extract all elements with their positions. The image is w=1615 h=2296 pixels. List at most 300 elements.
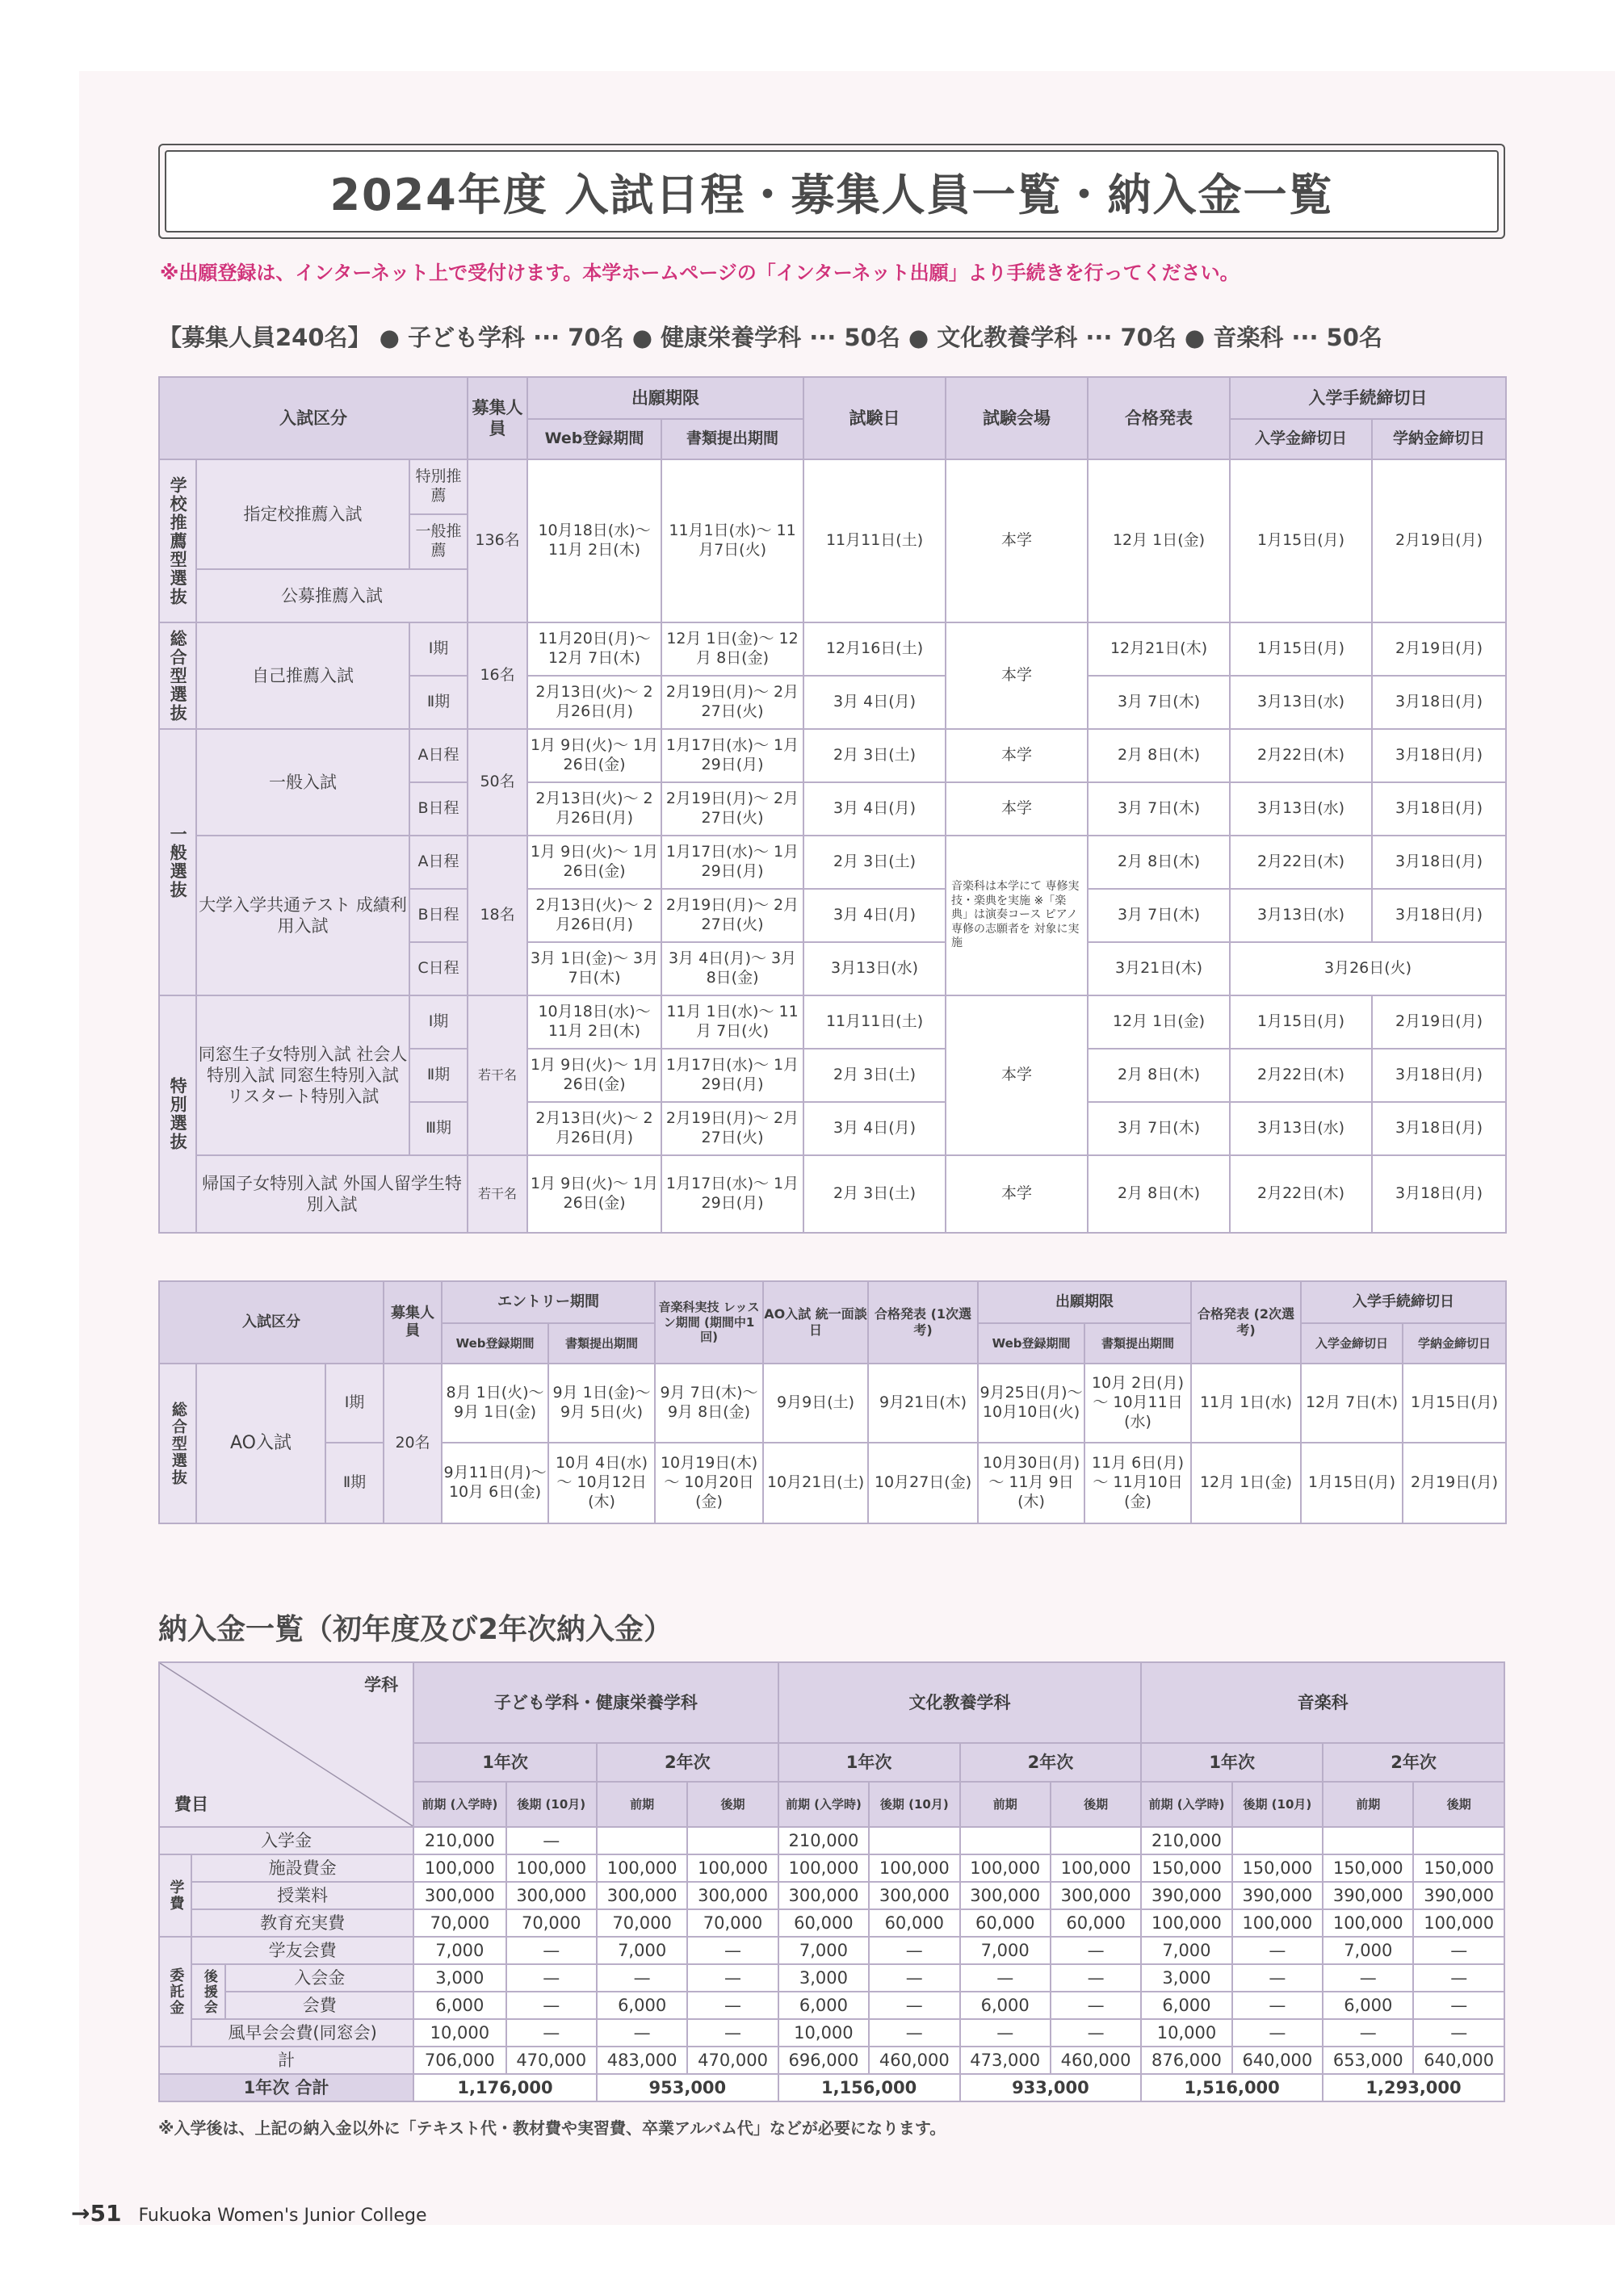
fee-value: 640,000 (1232, 2047, 1323, 2074)
t2-r1-web: 8月 1日(火)～ 9月 1日(金) (442, 1364, 548, 1443)
fee-value: 390,000 (1232, 1882, 1323, 1909)
total-value: 1,293,000 (1323, 2074, 1504, 2101)
g4-b-sho: 2月19日(月)～ 2月27日(火) (661, 889, 803, 942)
term: 後期 (1051, 1782, 1141, 1827)
g4-b-hap: 3月 7日(木) (1088, 889, 1230, 942)
g5-r2-sho: 1月17日(水)～ 1月29日(月) (661, 1049, 803, 1102)
fee-value: — (506, 1964, 597, 1992)
fee-value: 10,000 (1141, 2019, 1231, 2047)
g5-r1-day: 11月11日(土) (803, 995, 946, 1049)
g5-r2-day: 2月 3日(土) (803, 1049, 946, 1102)
total-value: 1,516,000 (1141, 2074, 1323, 2101)
t2-r1-lesson: 9月 7日(木)～ 9月 8日(金) (655, 1364, 763, 1443)
g4-name: 大学入学共通テスト 成績利用入試 (196, 836, 409, 995)
year1-a: 1年次 (413, 1743, 597, 1782)
fees-table (158, 1661, 1505, 2102)
t2-r1-gaku: 1月15日(月) (1403, 1364, 1506, 1443)
hdr-kubun: 入試区分 (159, 377, 468, 459)
fee-value: — (1413, 1992, 1504, 2019)
fee-value: 706,000 (413, 2047, 505, 2074)
fee-value: — (506, 1827, 597, 1854)
fee-value: 6,000 (1323, 1992, 1413, 2019)
g4-a-web: 1月 9日(火)～ 1月26日(金) (527, 836, 661, 889)
quota-line: 【募集人員240名】 ● 子ども学科 ··· 70名 ● 健康栄養学科 ··· 50名 ● 文化教養学科 ··· 70名 ● 音楽科 ··· 50名 (158, 324, 1382, 351)
fee-value: 150,000 (1232, 1854, 1323, 1882)
year1-b: 1年次 (778, 1743, 960, 1782)
g3-a-sho: 1月17日(水)～ 1月29日(月) (661, 729, 803, 782)
total-value: 953,000 (597, 2074, 778, 2101)
t2-r2-hap2: 12月 1日(金) (1191, 1443, 1301, 1523)
fee-value: 300,000 (687, 1882, 778, 1909)
dept-bunka: 文化教養学科 (778, 1662, 1142, 1743)
t2-hdr-kigen: 出願期限 (978, 1281, 1191, 1323)
term: 前期 (入学時) (413, 1782, 505, 1827)
hdr-jinin: 募集人員 (468, 377, 527, 459)
t2-hdr-sho2: 書類提出期間 (1084, 1323, 1191, 1364)
fee-value: 10,000 (413, 2019, 505, 2047)
g1-hap: 12月 1日(金) (1088, 459, 1230, 622)
t2-r1-nyu: 12月 7日(木) (1301, 1364, 1403, 1443)
fee-value: — (1232, 1992, 1323, 2019)
dept-kodomo: 子ども学科・健康栄養学科 (413, 1662, 778, 1743)
g5-jin: 若干名 (468, 995, 527, 1155)
fee-value: 6,000 (597, 1992, 687, 2019)
g5-r3-nyu: 3月13日(水) (1230, 1102, 1372, 1155)
fee-value: — (687, 1992, 778, 2019)
footer (71, 2200, 427, 2227)
g3-a-gaku: 3月18日(月) (1372, 729, 1506, 782)
t2-name: AO入試 (196, 1364, 325, 1523)
fee-value: 696,000 (778, 2047, 869, 2074)
fee-value (1051, 1827, 1141, 1854)
g2-r2-sho: 2月19日(月)～ 2月27日(火) (661, 676, 803, 729)
fee-value: 460,000 (869, 2047, 959, 2074)
fee-value: 100,000 (413, 1854, 505, 1882)
side-g5: 特別選抜 (159, 995, 196, 1233)
g6-sho: 1月17日(水)～ 1月29日(月) (661, 1155, 803, 1233)
g2-place: 本学 (946, 622, 1088, 729)
fee-label: 学友会費 (191, 1937, 413, 1964)
fee-value: 876,000 (1141, 2047, 1231, 2074)
fee-value: 640,000 (1413, 2047, 1504, 2074)
g1-shitei: 指定校推薦入試 (196, 459, 409, 569)
g2-r1-web: 11月20日(月)～ 12月 7日(木) (527, 622, 661, 676)
fee-value: 300,000 (869, 1882, 959, 1909)
g4-a-day: 2月 3日(土) (803, 836, 946, 889)
fee-value: 100,000 (778, 1854, 869, 1882)
fee-row (159, 1992, 1504, 2019)
g4-c-web: 3月 1日(金)～ 3月 7日(木) (527, 942, 661, 995)
fee-row (159, 1854, 1504, 1882)
t2-hdr-jinin: 募集人員 (384, 1281, 442, 1364)
g4-jin: 18名 (468, 836, 527, 995)
fees-heading: 納入金一覧（初年度及び2年次納入金） (158, 1613, 673, 1646)
corner-gakka: 学科 (364, 1675, 399, 1695)
fee-value: 210,000 (413, 1827, 505, 1854)
g3-b-gaku: 3月18日(月) (1372, 782, 1506, 836)
fee-value: 6,000 (960, 1992, 1051, 2019)
g5-r1-t: Ⅰ期 (409, 995, 468, 1049)
corner-himoku: 費目 (174, 1794, 208, 1814)
side-koen: 後援会 (191, 1964, 225, 2019)
t2-r2-sho: 10月 4日(水)～ 10月12日(木) (548, 1443, 655, 1523)
g4-b-nyu: 3月13日(水) (1230, 889, 1372, 942)
g5-r3-sho: 2月19日(月)～ 2月27日(火) (661, 1102, 803, 1155)
fee-value: — (1413, 1937, 1504, 1964)
g2-r1-hap: 12月21日(木) (1088, 622, 1230, 676)
fee-value: 7,000 (597, 1937, 687, 1964)
fee-value: — (687, 2019, 778, 2047)
t2-hdr-hap2: 合格発表 (2次選考) (1191, 1281, 1301, 1364)
g1-day: 11月11日(土) (803, 459, 946, 622)
g1-toku: 特別推薦 (409, 459, 468, 514)
fee-row (159, 1882, 1504, 1909)
t2-hdr-ao: AO入試 統一面談日 (763, 1281, 868, 1364)
ao-table (158, 1280, 1507, 1524)
fee-label: 会費 (225, 1992, 413, 2019)
g3-b-hap: 3月 7日(木) (1088, 782, 1230, 836)
g3-a-hap: 2月 8日(木) (1088, 729, 1230, 782)
t2-hdr-entry: エントリー期間 (442, 1281, 655, 1323)
fee-value: 6,000 (413, 1992, 505, 2019)
g5-r1-web: 10月18日(水)～ 11月 2日(木) (527, 995, 661, 1049)
g4-note: 音楽科は本学にて 専修実技・楽典を実施 ※「楽典」は演奏コース ピアノ専修の志願者を 対象に実施 (946, 836, 1088, 995)
fees-corner (159, 1662, 413, 1827)
fee-value: 210,000 (1141, 1827, 1231, 1854)
g4-a-gaku: 3月18日(月) (1372, 836, 1506, 889)
fee-value: 460,000 (1051, 2047, 1141, 2074)
fee-value: 100,000 (1232, 1909, 1323, 1937)
total-value: 933,000 (960, 2074, 1142, 2101)
fee-value: 210,000 (778, 1827, 869, 1854)
fee-value: 150,000 (1141, 1854, 1231, 1882)
fee-value: 100,000 (506, 1854, 597, 1882)
g4-a-sho: 1月17日(水)～ 1月29日(月) (661, 836, 803, 889)
fee-value: 3,000 (413, 1964, 505, 1992)
g3-a-day: 2月 3日(土) (803, 729, 946, 782)
t2-r1-sho2: 10月 2日(月)～ 10月11日(水) (1084, 1364, 1191, 1443)
g1-sho: 11月1日(水)～ 11月7日(火) (661, 459, 803, 622)
t2-hdr-web2: Web登録期間 (978, 1323, 1084, 1364)
g3-a-place: 本学 (946, 729, 1088, 782)
t2-hdr-gaku: 学納金締切日 (1403, 1323, 1506, 1364)
fee-value (960, 1827, 1051, 1854)
term: 後期 (1413, 1782, 1504, 1827)
g1-gaku: 2月19日(月) (1372, 459, 1506, 622)
total-value: 1,176,000 (413, 2074, 597, 2101)
g3-a-web: 1月 9日(火)～ 1月26日(金) (527, 729, 661, 782)
t2-r2-nyu: 1月15日(月) (1301, 1443, 1403, 1523)
term: 前期 (1323, 1782, 1413, 1827)
hdr-happyo: 合格発表 (1088, 377, 1230, 459)
g4-a-nyu: 2月22日(木) (1230, 836, 1372, 889)
g5-r1-sho: 11月 1日(水)～ 11月 7日(火) (661, 995, 803, 1049)
fee-label: 入会金 (225, 1964, 413, 1992)
fee-value: — (506, 2019, 597, 2047)
fee-value (1323, 1827, 1413, 1854)
g2-r1-nyu: 1月15日(月) (1230, 622, 1372, 676)
fee-label: 計 (159, 2047, 413, 2074)
g5-r1-gaku: 2月19日(月) (1372, 995, 1506, 1049)
t2-r2-ao: 10月21日(土) (763, 1443, 868, 1523)
fee-value (1232, 1827, 1323, 1854)
fee-value: 7,000 (960, 1937, 1051, 1964)
footnote: ※入学後は、上記の納入金以外に「テキスト代・教材費や実習費、卒業アルバム代」などが必要になります。 (158, 2118, 946, 2138)
fee-value: 390,000 (1413, 1882, 1504, 1909)
fee-value: 470,000 (687, 2047, 778, 2074)
g3-b-nyu: 3月13日(水) (1230, 782, 1372, 836)
g2-r2-web: 2月13日(火)～ 2月26日(月) (527, 676, 661, 729)
fee-value: — (869, 1992, 959, 2019)
fee-value: 7,000 (1323, 1937, 1413, 1964)
g5-r2-t: Ⅱ期 (409, 1049, 468, 1102)
fee-value: 473,000 (960, 2047, 1051, 2074)
t2-hdr-web: Web登録期間 (442, 1323, 548, 1364)
g1-place: 本学 (946, 459, 1088, 622)
g5-r2-hap: 2月 8日(木) (1088, 1049, 1230, 1102)
fee-value: — (597, 2019, 687, 2047)
fee-value: 7,000 (778, 1937, 869, 1964)
fee-value: 150,000 (1323, 1854, 1413, 1882)
fee-value: — (1413, 1964, 1504, 1992)
side-gakuhi: 学費 (159, 1854, 191, 1937)
fee-value: 300,000 (1051, 1882, 1141, 1909)
g4-c-hap: 3月21日(木) (1088, 942, 1230, 995)
hdr-shiken: 試験日 (803, 377, 946, 459)
fee-value: 10,000 (778, 2019, 869, 2047)
fee-value: 70,000 (597, 1909, 687, 1937)
g4-c-t: C日程 (409, 942, 468, 995)
fee-value (869, 1827, 959, 1854)
fee-row (159, 1937, 1504, 1964)
g4-b-t: B日程 (409, 889, 468, 942)
hdr-web: Web登録期間 (527, 419, 661, 459)
fee-value: 7,000 (413, 1937, 505, 1964)
fee-row (159, 1827, 1504, 1854)
side-itaku: 委託金 (159, 1937, 191, 2047)
fee-value: — (597, 1964, 687, 1992)
term: 後期 (10月) (506, 1782, 597, 1827)
t2-r2-lesson: 10月19日(木)～ 10月20日(金) (655, 1443, 763, 1523)
fee-value: — (1051, 1992, 1141, 2019)
g2-name: 自己推薦入試 (196, 622, 409, 729)
hdr-tetsu: 入学手続締切日 (1230, 377, 1506, 419)
fee-value: 100,000 (1141, 1909, 1231, 1937)
fee-value: — (1232, 1964, 1323, 1992)
term: 後期 (687, 1782, 778, 1827)
t2-r1-web2: 9月25日(月)～ 10月10日(火) (978, 1364, 1084, 1443)
g4-a-hap: 2月 8日(木) (1088, 836, 1230, 889)
t2-r2-t: Ⅱ期 (325, 1443, 384, 1523)
t2-r1-hap2: 11月 1日(水) (1191, 1364, 1301, 1443)
g3-a-t: A日程 (409, 729, 468, 782)
hdr-kigen: 出願期限 (527, 377, 803, 419)
fee-value: 483,000 (597, 2047, 687, 2074)
t2-r2-sho2: 11月 6日(月)～ 11月10日(金) (1084, 1443, 1191, 1523)
g2-r2-nyu: 3月13日(水) (1230, 676, 1372, 729)
fee-value: — (869, 2019, 959, 2047)
g2-r1-gaku: 2月19日(月) (1372, 622, 1506, 676)
side-g3: 一般選抜 (159, 729, 196, 995)
term: 前期 (入学時) (778, 1782, 869, 1827)
page-number: →51 (71, 2200, 122, 2227)
fee-value (687, 1827, 778, 1854)
fee-value: — (869, 1964, 959, 1992)
g3-b-day: 3月 4日(月) (803, 782, 946, 836)
fee-value: 100,000 (687, 1854, 778, 1882)
g5-r2-web: 1月 9日(火)～ 1月26日(金) (527, 1049, 661, 1102)
hdr-gaku: 学納金締切日 (1372, 419, 1506, 459)
fee-value: 70,000 (413, 1909, 505, 1937)
side-g2: 総合型選抜 (159, 622, 196, 729)
notice-text: ※出願登録は、インターネット上で受付けます。本学ホームページの「インターネット出願」より手続きを行ってください。 (160, 262, 1240, 284)
fee-value: 60,000 (1051, 1909, 1141, 1937)
fee-value: 100,000 (1323, 1909, 1413, 1937)
page-title: 2024年度 入試日程・募集人員一覧・納入金一覧 (329, 169, 1334, 220)
g1-web: 10月18日(水)～ 11月 2日(木) (527, 459, 661, 622)
t2-r2-web2: 10月30日(月)～ 11月 9日(木) (978, 1443, 1084, 1523)
year2-c: 2年次 (1323, 1743, 1504, 1782)
fee-value: 390,000 (1141, 1882, 1231, 1909)
fee-value: — (960, 1964, 1051, 1992)
g2-r2-gaku: 3月18日(月) (1372, 676, 1506, 729)
g6-jin: 若干名 (468, 1155, 527, 1233)
g6-gaku: 3月18日(月) (1372, 1155, 1506, 1233)
fee-row (159, 1909, 1504, 1937)
fee-value: — (869, 1937, 959, 1964)
fee-value: 6,000 (1141, 1992, 1231, 2019)
fee-value: — (1051, 1937, 1141, 1964)
fee-value: 60,000 (778, 1909, 869, 1937)
fee-value: 60,000 (960, 1909, 1051, 1937)
t2-hdr-sho: 書類提出期間 (548, 1323, 655, 1364)
fee-value: 6,000 (778, 1992, 869, 2019)
t2-r2-gaku: 2月19日(月) (1403, 1443, 1506, 1523)
fee-value: — (1323, 2019, 1413, 2047)
g2-r1-t: Ⅰ期 (409, 622, 468, 676)
g4-c-day: 3月13日(水) (803, 942, 946, 995)
g4-b-day: 3月 4日(月) (803, 889, 946, 942)
g6-nyu: 2月22日(木) (1230, 1155, 1372, 1233)
fee-row (159, 2047, 1504, 2074)
fee-value: 100,000 (597, 1854, 687, 1882)
fee-value (1413, 1827, 1504, 1854)
g5-r2-nyu: 2月22日(木) (1230, 1049, 1372, 1102)
g5-name: 同窓生子女特別入試 社会人特別入試 同窓生特別入試 リスタート特別入試 (196, 995, 409, 1155)
fee-value: 150,000 (1413, 1854, 1504, 1882)
fee-value: 653,000 (1323, 2047, 1413, 2074)
fee-value: — (1051, 1964, 1141, 1992)
fee-label: 風早会会費(同窓会) (191, 2019, 413, 2047)
hdr-sho: 書類提出期間 (661, 419, 803, 459)
t2-hdr-tetsu: 入学手続締切日 (1301, 1281, 1506, 1323)
g4-c-tetsu: 3月26日(火) (1230, 942, 1506, 995)
fee-row (159, 2019, 1504, 2047)
t2-hdr-nyu: 入学金締切日 (1301, 1323, 1403, 1364)
fee-value: 300,000 (597, 1882, 687, 1909)
g4-b-web: 2月13日(火)～ 2月26日(月) (527, 889, 661, 942)
g4-b-gaku: 3月18日(月) (1372, 889, 1506, 942)
fee-value: — (1232, 2019, 1323, 2047)
g2-r2-day: 3月 4日(月) (803, 676, 946, 729)
term: 前期 (597, 1782, 687, 1827)
fee-value: 3,000 (778, 1964, 869, 1992)
g6-name: 帰国子女特別入試 外国人留学生特別入試 (196, 1155, 468, 1233)
total-label: 1年次 合計 (159, 2074, 413, 2101)
t2-hdr-hap1: 合格発表 (1次選考) (868, 1281, 978, 1364)
t2-hdr-kubun: 入試区分 (159, 1281, 384, 1364)
g3-b-sho: 2月19日(月)～ 2月27日(火) (661, 782, 803, 836)
g3-b-t: B日程 (409, 782, 468, 836)
fee-value: 300,000 (413, 1882, 505, 1909)
g3-b-place: 本学 (946, 782, 1088, 836)
g2-r1-sho: 12月 1日(金)～ 12月 8日(金) (661, 622, 803, 676)
fee-value: 300,000 (506, 1882, 597, 1909)
g5-r3-web: 2月13日(火)～ 2月26日(月) (527, 1102, 661, 1155)
g3-b-web: 2月13日(火)～ 2月26日(月) (527, 782, 661, 836)
t2-r1-t: Ⅰ期 (325, 1364, 384, 1443)
g1-jin: 136名 (468, 459, 527, 622)
g6-web: 1月 9日(火)～ 1月26日(金) (527, 1155, 661, 1233)
fee-value (597, 1827, 687, 1854)
g2-r1-day: 12月16日(土) (803, 622, 946, 676)
g5-r3-gaku: 3月18日(月) (1372, 1102, 1506, 1155)
fee-value: — (687, 1937, 778, 1964)
side-g1: 学校推薦型選抜 (159, 459, 196, 622)
g3-jin: 50名 (468, 729, 527, 836)
fee-value: 60,000 (869, 1909, 959, 1937)
term: 前期 (入学時) (1141, 1782, 1231, 1827)
fee-row (159, 1964, 1504, 1992)
fee-value: 300,000 (960, 1882, 1051, 1909)
year2-a: 2年次 (597, 1743, 778, 1782)
fee-value: 390,000 (1323, 1882, 1413, 1909)
t2-hdr-lesson: 音楽科実技 レッスン期間 (期間中1回) (655, 1281, 763, 1364)
g5-r1-hap: 12月 1日(金) (1088, 995, 1230, 1049)
term: 前期 (960, 1782, 1051, 1827)
fee-value: 100,000 (1051, 1854, 1141, 1882)
fee-value: 470,000 (506, 2047, 597, 2074)
t2-r1-hap1: 9月21日(木) (868, 1364, 978, 1443)
fee-value: 7,000 (1141, 1937, 1231, 1964)
t2-r1-ao: 9月9日(土) (763, 1364, 868, 1443)
fee-value: — (1051, 2019, 1141, 2047)
fee-value: 70,000 (506, 1909, 597, 1937)
t2-jin: 20名 (384, 1364, 442, 1523)
title-inner-frame (165, 150, 1499, 233)
fee-value: — (1323, 1964, 1413, 1992)
fee-value: 70,000 (687, 1909, 778, 1937)
fee-value: 100,000 (960, 1854, 1051, 1882)
t2-side: 総合型選抜 (159, 1364, 196, 1523)
g5-r3-t: Ⅲ期 (409, 1102, 468, 1155)
term: 後期 (10月) (869, 1782, 959, 1827)
g2-r2-hap: 3月 7日(木) (1088, 676, 1230, 729)
total-value: 1,156,000 (778, 2074, 960, 2101)
g1-kobo: 公募推薦入試 (196, 569, 468, 622)
g1-ippan: 一般推薦 (409, 514, 468, 569)
college-name: Fukuoka Women's Junior College (138, 2206, 427, 2226)
fee-value: 100,000 (869, 1854, 959, 1882)
g5-r2-gaku: 3月18日(月) (1372, 1049, 1506, 1102)
hdr-kaijo: 試験会場 (946, 377, 1088, 459)
g3-name: 一般入試 (196, 729, 409, 836)
fee-label: 教育充実費 (191, 1909, 413, 1937)
year2-b: 2年次 (960, 1743, 1142, 1782)
g5-r1-nyu: 1月15日(月) (1230, 995, 1372, 1049)
g6-hap: 2月 8日(木) (1088, 1155, 1230, 1233)
t2-r2-web: 9月11日(月)～ 10月 6日(金) (442, 1443, 548, 1523)
